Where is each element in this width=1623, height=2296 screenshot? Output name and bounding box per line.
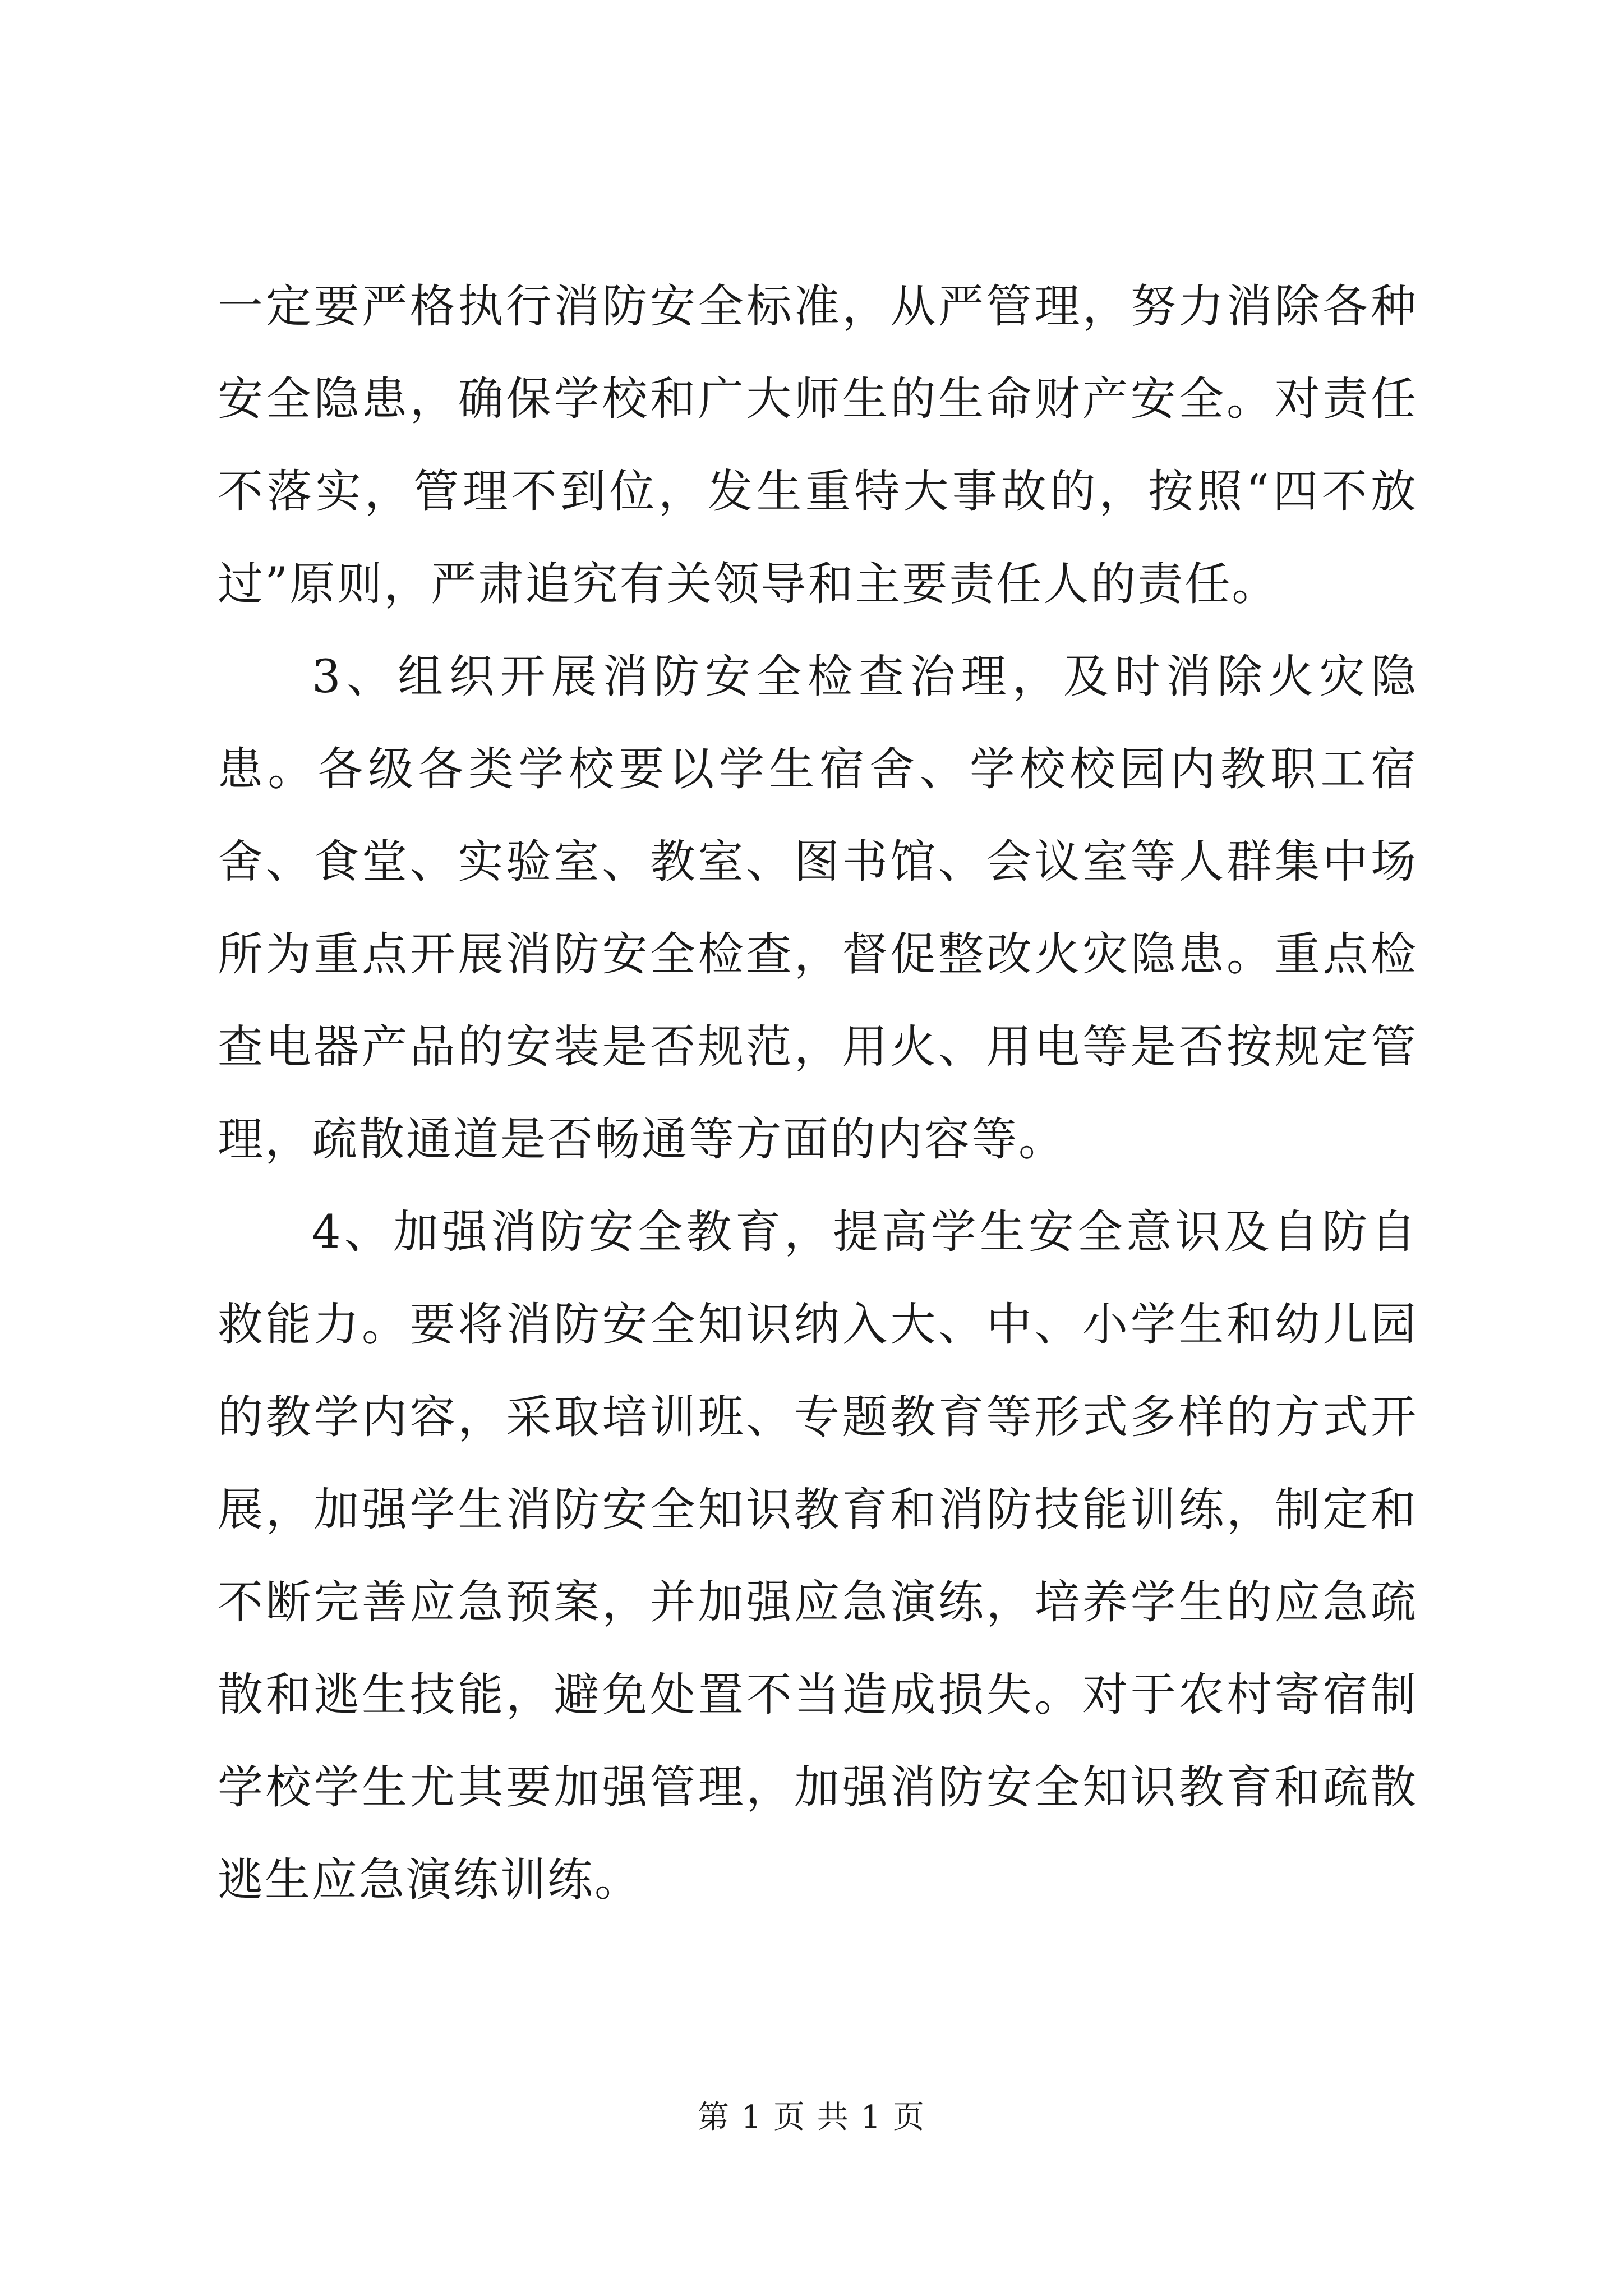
paragraph-2: 3、组织开展消防安全检查治理，及时消除火灾隐患。各级各类学校要以学生宿舍、学校校园内教职工宿舍、食堂、实验室、教室、图书馆、会议室等人群集中场所为重点开展消防安全检查，督促整改火灾隐患。重点检查电器产品的安装是否规范，用火、用电等是否按规定管理，疏散通道是否畅通等方面的内容等。 (218, 651, 1418, 1166)
document-body (218, 261, 1418, 1927)
paragraph-1: 一定要严格执行消防安全标准，从严管理，努力消除各种安全隐患，确保学校和广大师生的生命财产安全。对责任不落实，管理不到位，发生重特大事故的，按照“四不放过”原则，严肃追究有关领导和主要责任人的责任。 (218, 280, 1418, 611)
page-number-footer: 第 1 页 共 1 页 (697, 2099, 926, 2136)
paragraph-3: 4、加强消防安全教育，提高学生安全意识及自防自救能力。要将消防安全知识纳入大、中、小学生和幼儿园的教学内容，采取培训班、专题教育等形式多样的方式开展，加强学生消防安全知识教育和消防技能训练，制定和不断完善应急预案，并加强应急演练，培养学生的应急疏散和逃生技能，避免处置不当造成损失。对于农村寄宿制学校学生尤其要加强管理，加强消防安全知识教育和疏散逃生应急演练训练。 (218, 1206, 1418, 1907)
